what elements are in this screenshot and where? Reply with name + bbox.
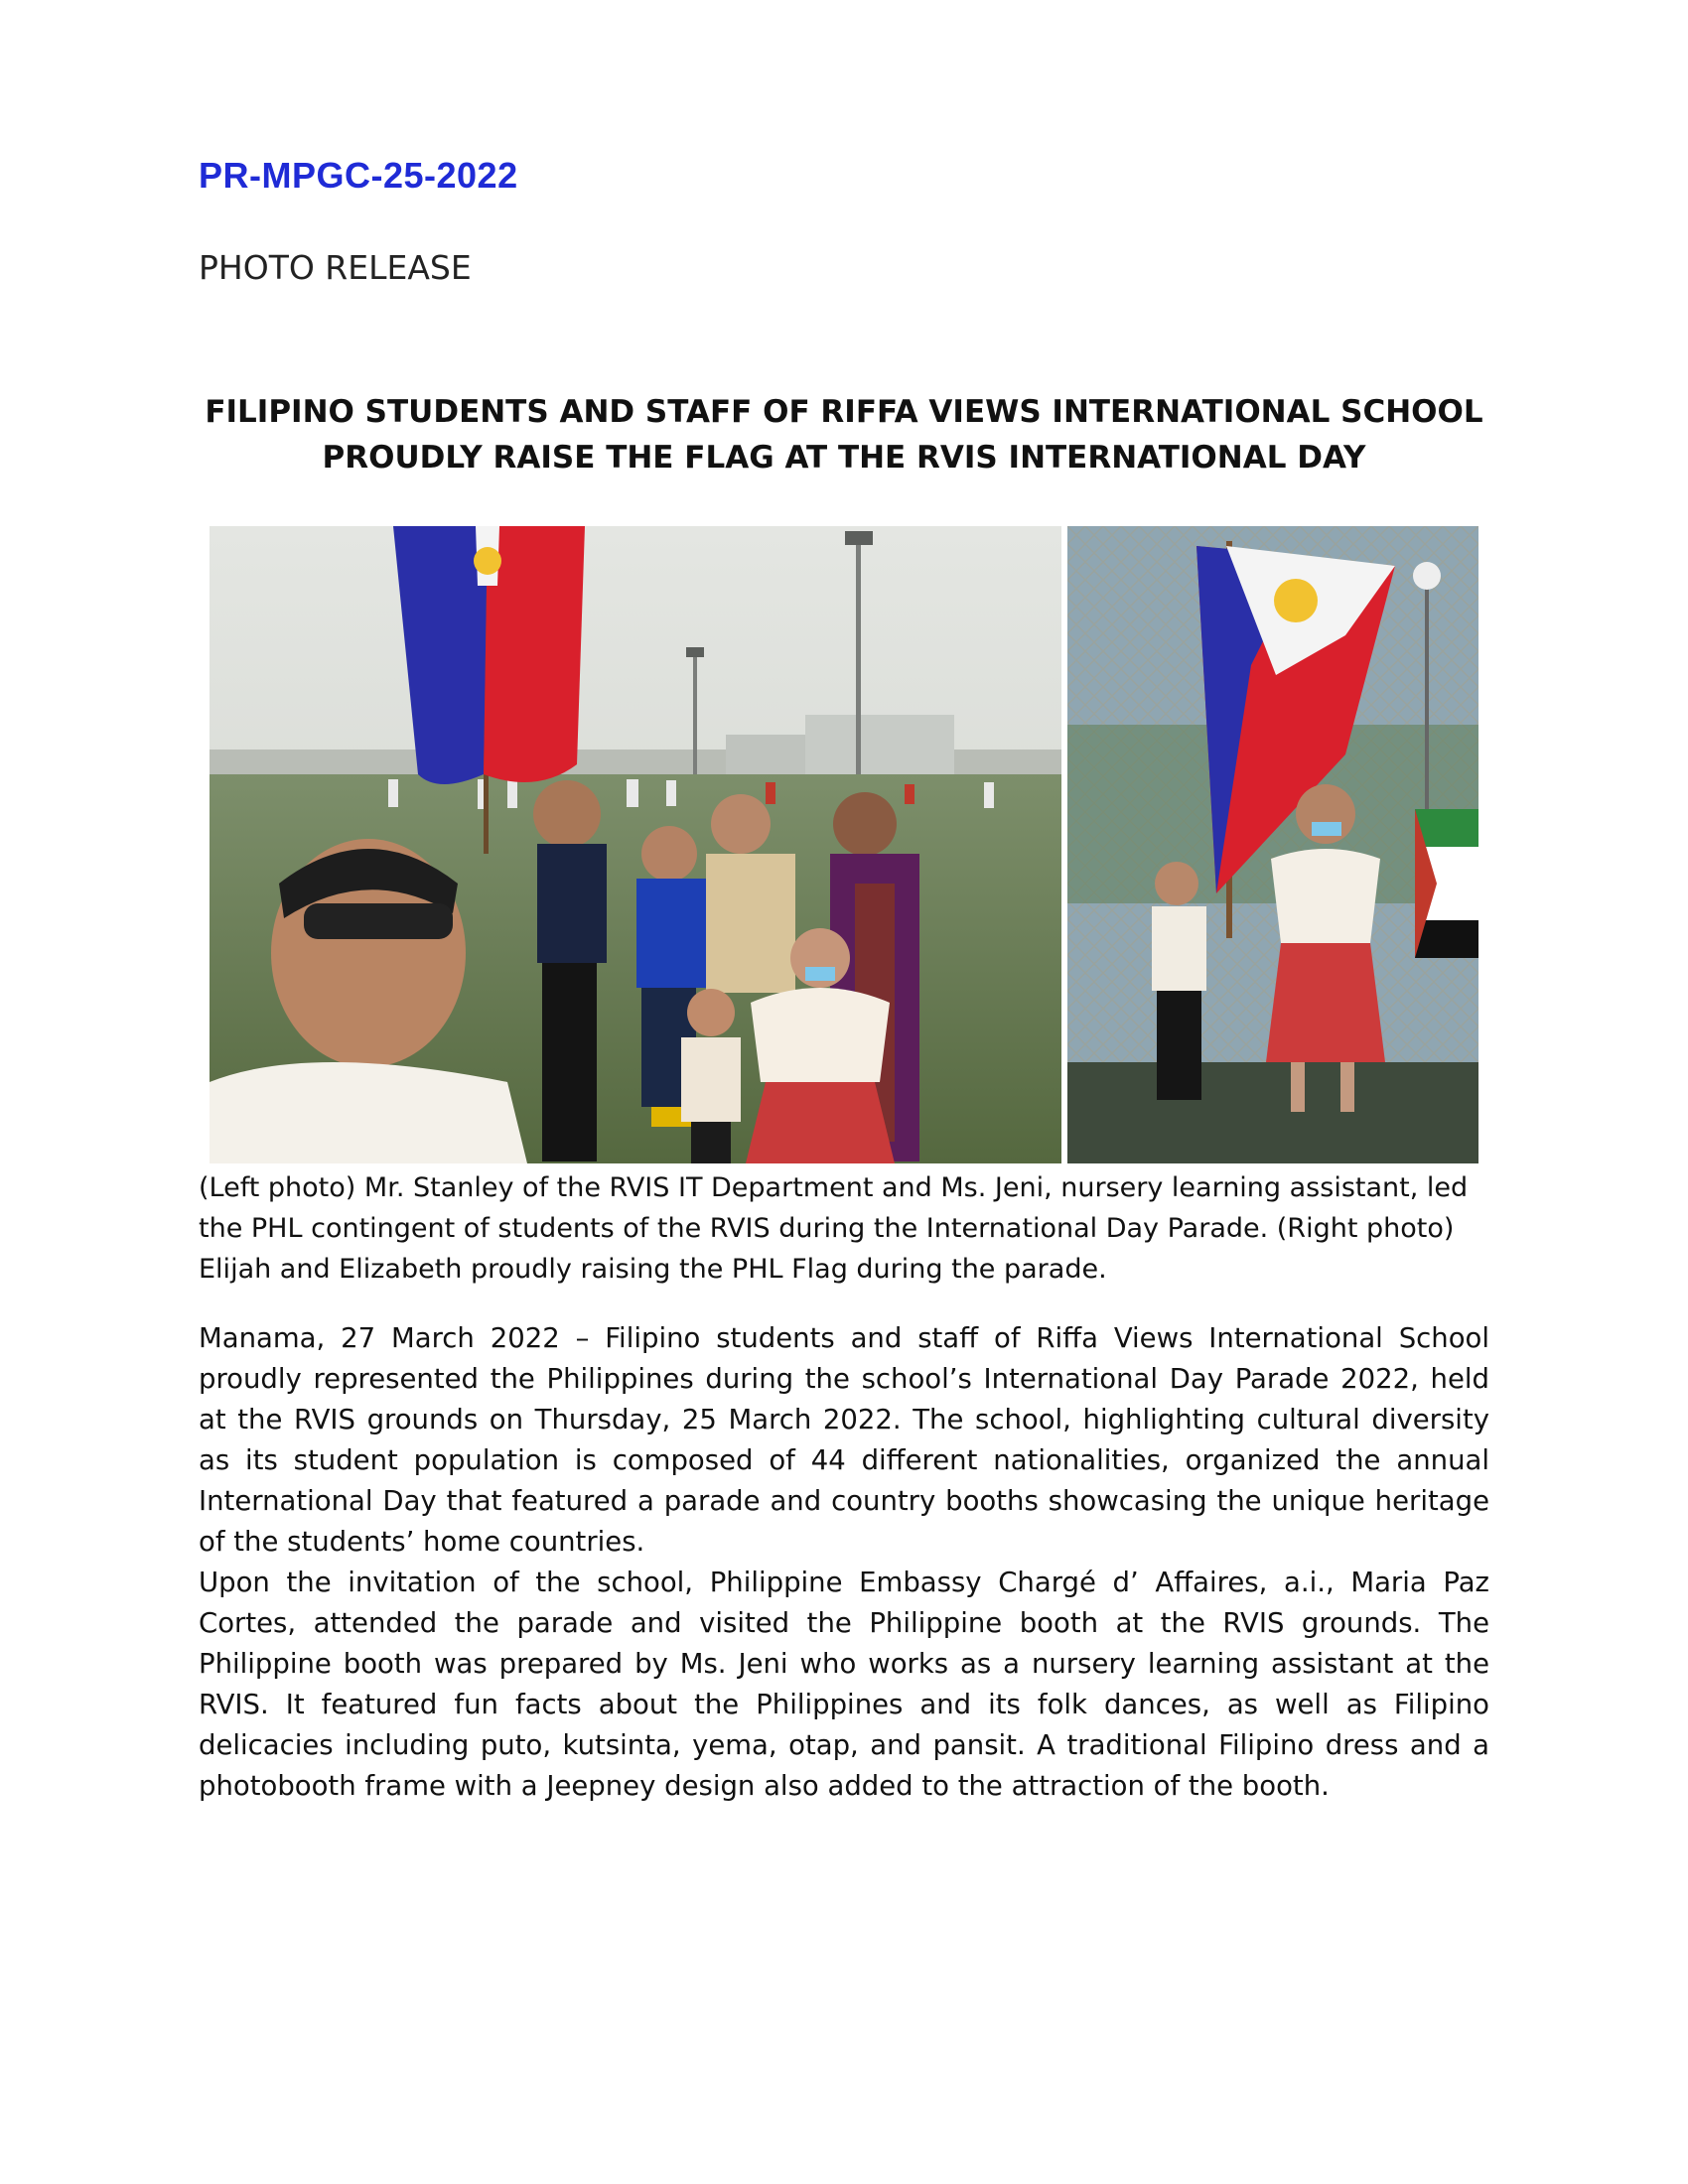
release-code: PR-MPGC-25-2022	[199, 155, 518, 196]
photo-caption: (Left photo) Mr. Stanley of the RVIS IT Department and Ms. Jeni, nursery learning assistant, led the PHL contingent of students of the RVIS during the International Day Parade. (Right photo) Elijah and Elizabeth proudly raising the PHL Flag during the parade.	[199, 1172, 1469, 1285]
group-selfie-photo	[210, 526, 1061, 1163]
children-flag-photo	[1067, 526, 1478, 1163]
body-paragraph-1: Manama, 27 March 2022 – Filipino students and staff of Riffa Views International School proudly represented the Philippines during the school’s International Day Parade 2022, held at the RVIS grounds on Thursday, 25 March 2022. The school, highlighting cultural diversity as its student population is composed of 44 different nationalities, organized the annual International Day that featured a parade and country booths showcasing the unique heritage of the students’ home countries.	[199, 1322, 1489, 1558]
body-paragraph-2: Upon the invitation of the school, Philippine Embassy Chargé d’ Affaires, a.i., Maria Paz Cortes, attended the parade and visited the Philippine booth at the RVIS grounds. The Philippine booth was prepared by Ms. Jeni who works as a nursery learning assistant at the RVIS. It featured fun facts about the Philippines and its folk dances, as well as Filipino delicacies including puto, kutsinta, yema, otap, and pansit. A traditional Filipino dress and a photobooth frame with a Jeepney design also added to the attraction of the booth.	[199, 1567, 1489, 1802]
headline-line-2: PROUDLY RAISE THE FLAG AT THE RVIS INTERNATIONAL DAY	[322, 440, 1366, 476]
headline-line-1: FILIPINO STUDENTS AND STAFF OF RIFFA VIEWS INTERNATIONAL SCHOOL	[205, 394, 1483, 430]
release-type: PHOTO RELEASE	[199, 248, 472, 287]
